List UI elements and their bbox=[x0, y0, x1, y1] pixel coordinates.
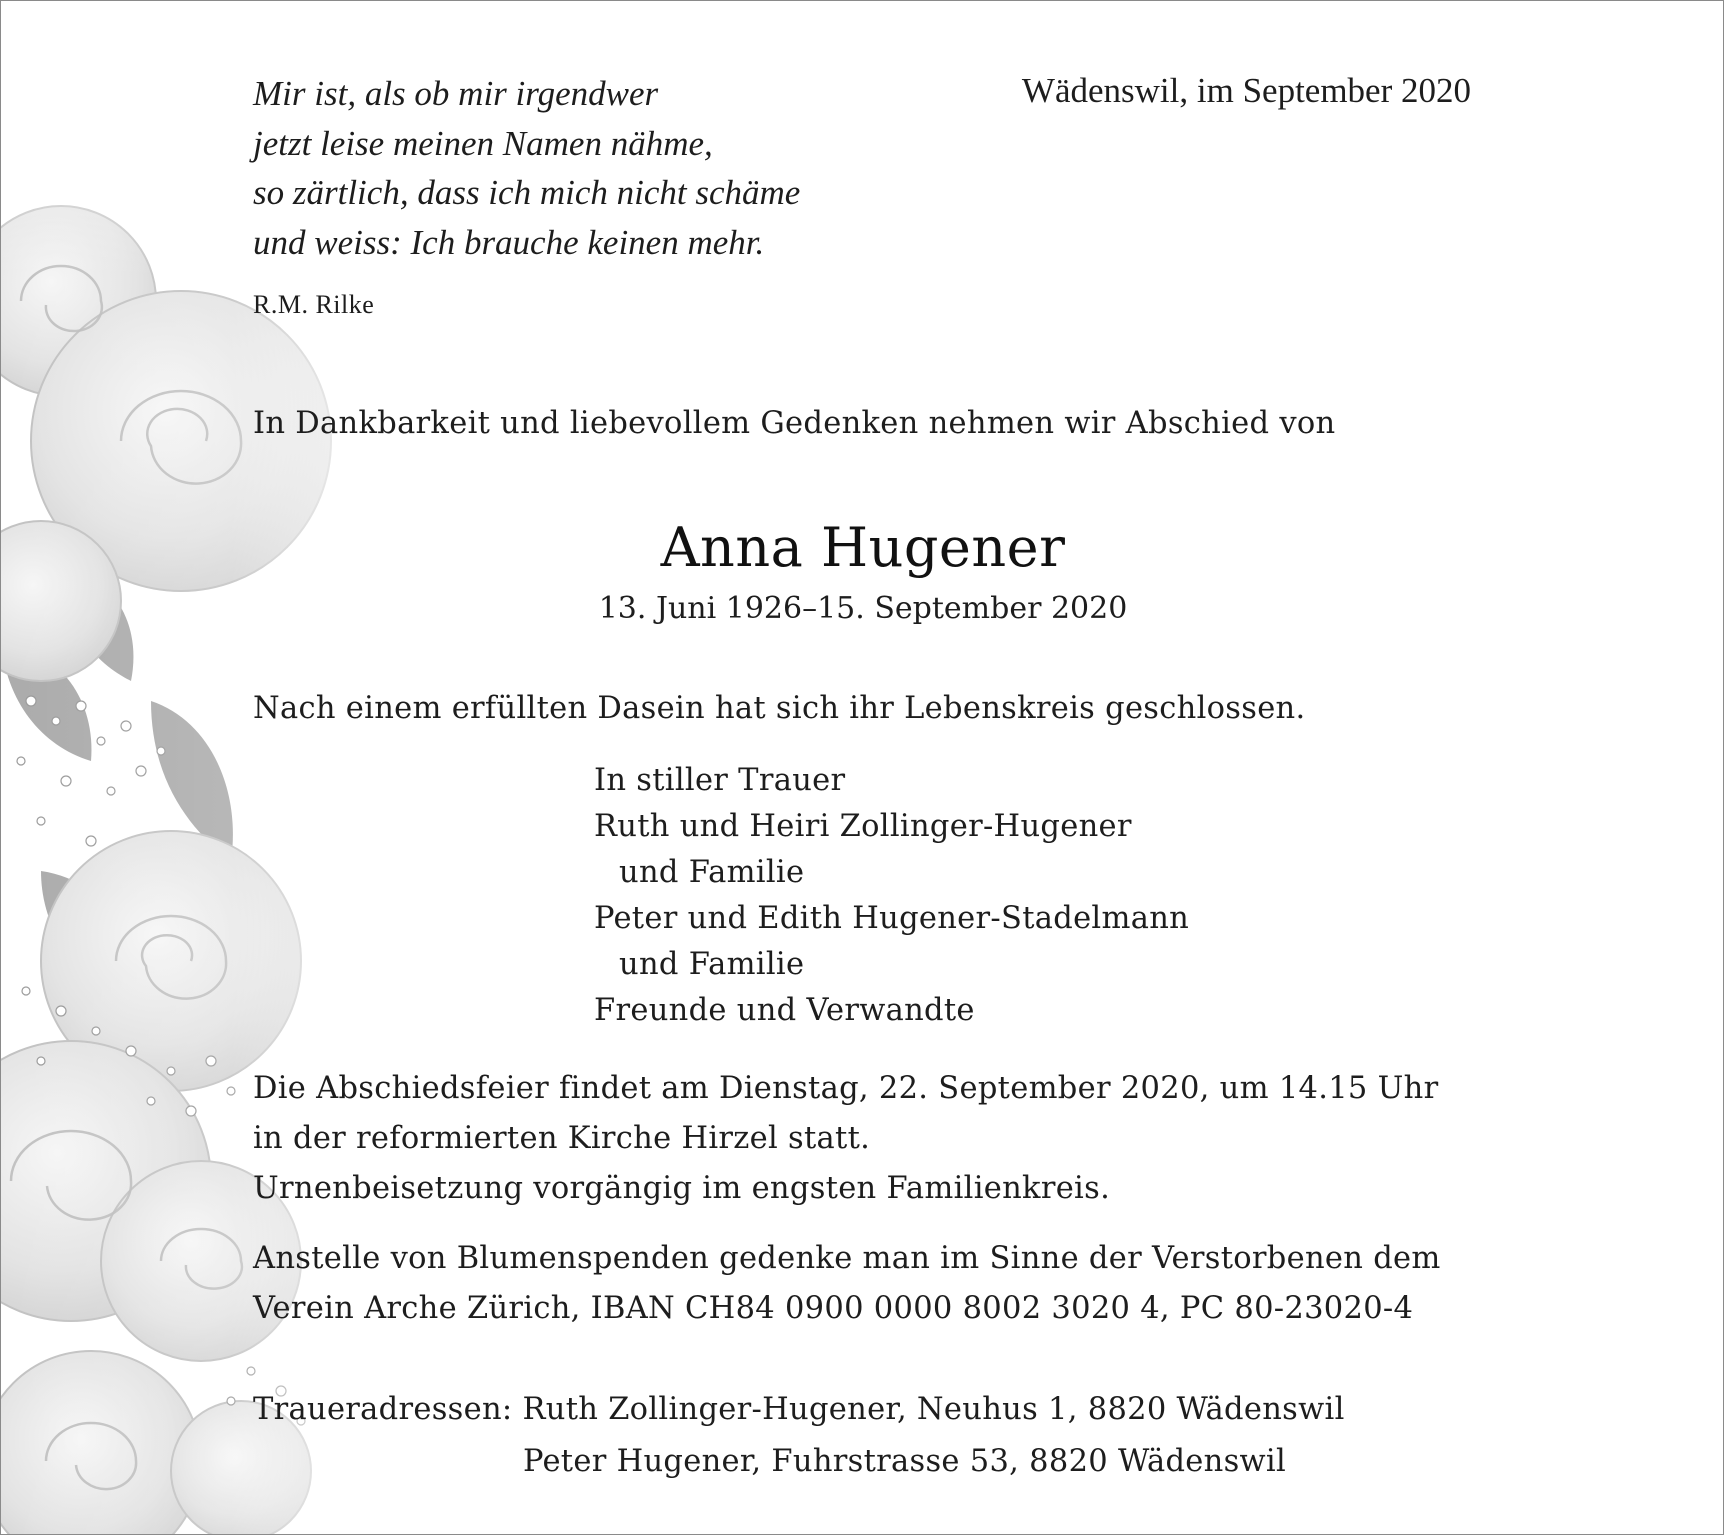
mourner-line: Freunde und Verwandte bbox=[594, 993, 975, 1028]
life-dates: 13. Juni 1926–15. September 2020 bbox=[598, 591, 1128, 626]
address-line: Traueradressen: Ruth Zollinger-Hugener, Neuhus 1, 8820 Wädenswil bbox=[253, 1392, 1345, 1427]
mourners-heading: In stiller Trauer bbox=[594, 763, 846, 798]
donation-info bbox=[253, 1234, 1441, 1334]
place-date: Wädenswil, im September 2020 bbox=[1021, 71, 1471, 110]
poem bbox=[253, 69, 800, 267]
ceremony-line: Die Abschiedsfeier findet am Dienstag, 22. September 2020, um 14.15 Uhr bbox=[253, 1071, 1439, 1106]
poem-line: jetzt leise meinen Namen nähme, bbox=[253, 123, 713, 163]
mourner-line: und Familie bbox=[619, 855, 805, 890]
poem-line: und weiss: Ich brauche keinen mehr. bbox=[253, 222, 765, 262]
address-line: Peter Hugener, Fuhrstrasse 53, 8820 Wädenswil bbox=[523, 1444, 1287, 1479]
ceremony-info bbox=[253, 1064, 1438, 1214]
mourners-list bbox=[594, 758, 1189, 1034]
ceremony-line: Urnenbeisetzung vorgängig im engsten Familienkreis. bbox=[253, 1171, 1111, 1206]
mourner-line: und Familie bbox=[619, 947, 805, 982]
mourner-line: Peter und Edith Hugener-Stadelmann bbox=[594, 901, 1190, 936]
life-statement: Nach einem erfüllten Dasein hat sich ihr Lebenskreis geschlossen. bbox=[253, 691, 1306, 726]
mourning-addresses bbox=[253, 1384, 1345, 1488]
deceased-name: Anna Hugener bbox=[660, 516, 1066, 579]
intro-text: In Dankbarkeit und liebevollem Gedenken nehmen wir Abschied von bbox=[253, 406, 1336, 441]
poem-line: so zärtlich, dass ich mich nicht schäme bbox=[253, 173, 801, 212]
donation-line: Anstelle von Blumenspenden gedenke man im Sinne der Verstorbenen dem bbox=[253, 1241, 1441, 1276]
poem-line: Mir ist, als ob mir irgendwer bbox=[253, 74, 659, 113]
donation-line: Verein Arche Zürich, IBAN CH84 0900 0000 8002 3020 4, PC 80-23020-4 bbox=[253, 1291, 1414, 1326]
mourner-line: Ruth und Heiri Zollinger-Hugener bbox=[594, 809, 1132, 844]
ceremony-line: in der reformierten Kirche Hirzel statt. bbox=[253, 1121, 871, 1156]
poem-author: R.M. Rilke bbox=[253, 290, 375, 319]
